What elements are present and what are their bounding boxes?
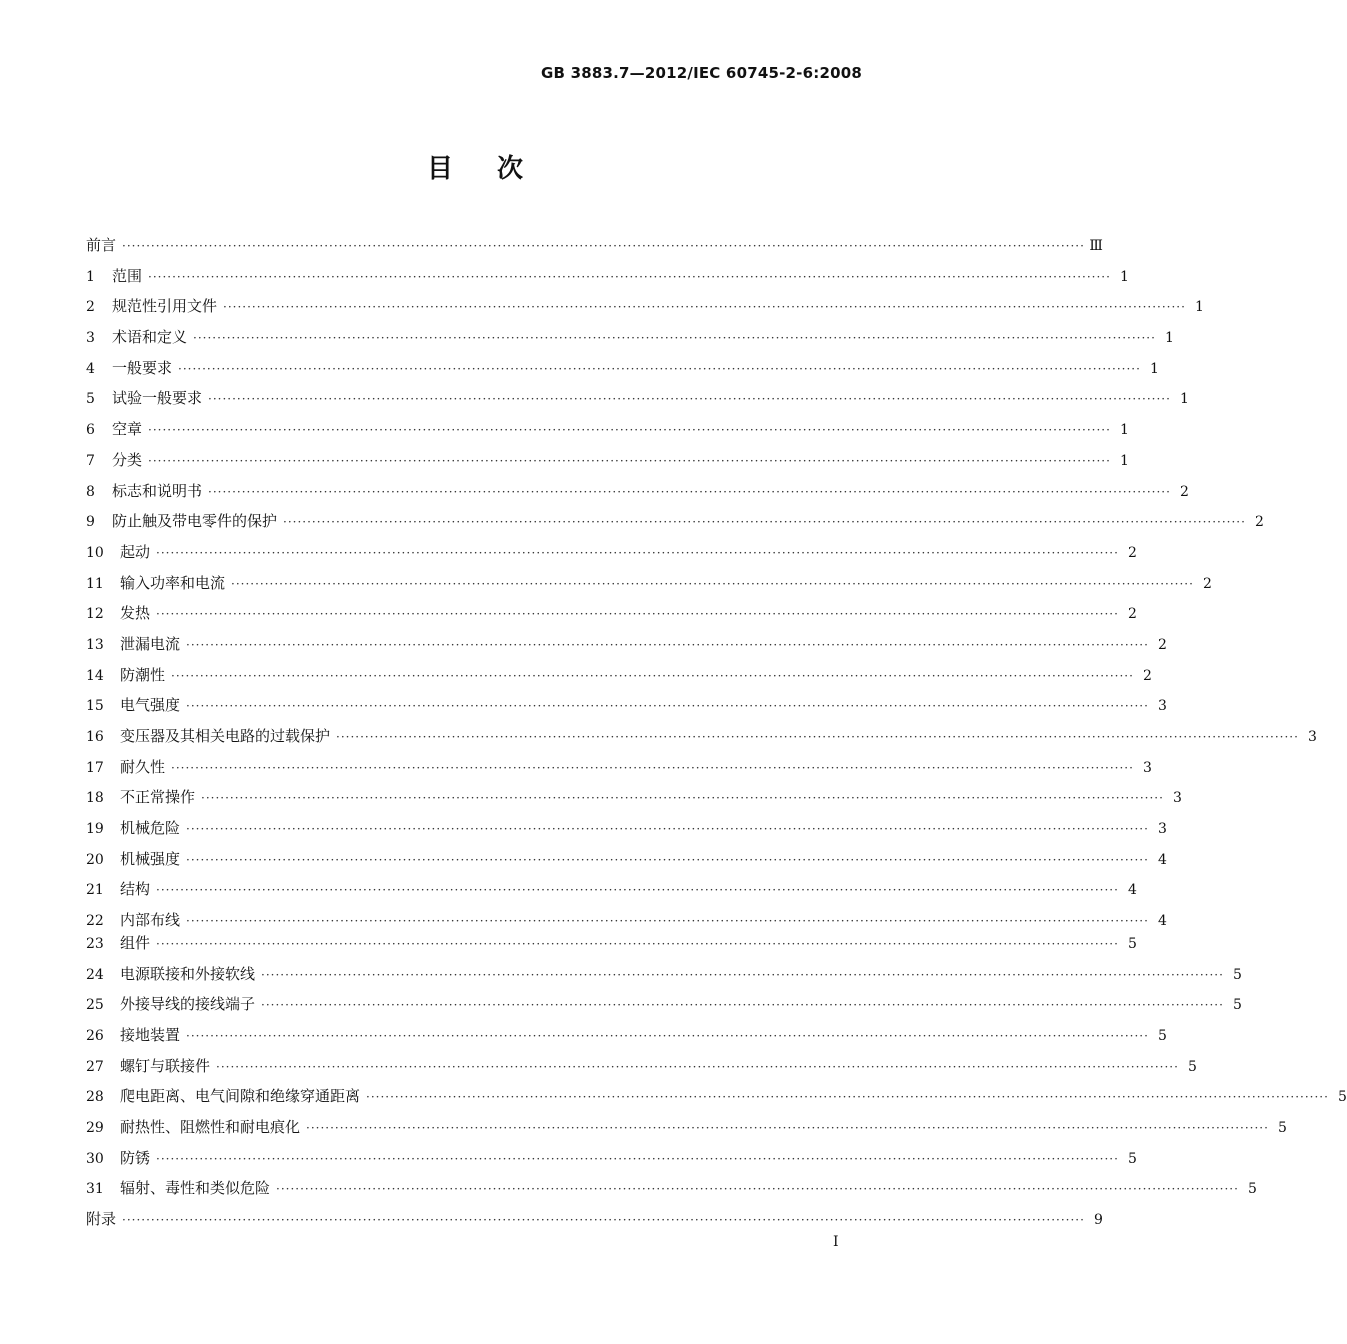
toc-entry-page: 2 — [1202, 575, 1212, 592]
toc-entry — [86, 1112, 1287, 1143]
toc-entry — [86, 1143, 1137, 1174]
toc-entry-label: 附录 — [86, 1210, 117, 1228]
dot-leader: ········································································································································································································ — [366, 1090, 1329, 1105]
dot-leader: ········································································································································································································ — [171, 668, 1134, 683]
toc-entry-label: 内部布线 — [120, 911, 181, 930]
toc-entry-label: 空章 — [112, 420, 143, 439]
toc-entry — [86, 1020, 1167, 1051]
toc-entry-page: 3 — [1157, 698, 1167, 715]
toc-entry-number: 7 — [86, 452, 95, 469]
toc-entry-page: 1 — [1119, 268, 1129, 285]
toc-entry-number: 3 — [86, 330, 95, 347]
toc-entry-number: 27 — [86, 1058, 104, 1075]
toc-entry-page: 2 — [1127, 544, 1137, 561]
toc-entry-number: 25 — [86, 997, 104, 1014]
toc-entry-number: 1 — [86, 268, 95, 285]
dot-leader: ········································································································································································································ — [306, 1120, 1269, 1135]
page-title: 目次 — [426, 154, 567, 184]
toc-entry-label: 组件 — [120, 933, 151, 952]
toc-entry-number: 28 — [86, 1089, 104, 1106]
dot-leader: ········································································································································································································ — [186, 699, 1149, 714]
toc-entry-page: 2 — [1142, 667, 1152, 684]
toc-entry — [86, 690, 1167, 721]
toc-entry-number: 10 — [86, 544, 104, 561]
toc-entry-page: 1 — [1149, 360, 1159, 377]
toc-entry-page: 3 — [1142, 759, 1152, 776]
dot-leader: ········································································································································································································ — [156, 936, 1119, 951]
toc-entry-label: 机械强度 — [120, 849, 181, 868]
toc-entry-label: 电气强度 — [120, 696, 181, 715]
dot-leader: ········································································································································································································ — [336, 730, 1299, 744]
dot-leader: ········································································································································································································ — [178, 361, 1141, 376]
dot-leader: ········································································································································································································ — [216, 1059, 1179, 1074]
dot-leader: ········································································································································································································ — [223, 300, 1186, 315]
toc-entry-label: 螺钉与联接件 — [120, 1056, 211, 1075]
toc-entry — [86, 752, 1152, 783]
toc-entry-number: 31 — [86, 1181, 104, 1198]
toc-entry-page: 5 — [1232, 997, 1242, 1014]
toc-entry-page: 5 — [1157, 1027, 1167, 1044]
dot-leader: ········································································································································································································ — [148, 453, 1111, 468]
toc-entry-page: 5 — [1127, 935, 1137, 952]
toc-entry-page: 1 — [1119, 452, 1129, 469]
toc-entry — [86, 568, 1212, 599]
toc-entry-label: 输入功率和电流 — [120, 573, 226, 592]
toc-entry-page: 5 — [1187, 1058, 1197, 1075]
toc-entry-number: 6 — [86, 422, 95, 439]
toc-entry-label: 防锈 — [120, 1148, 151, 1167]
toc-entry-label: 机械危险 — [120, 819, 181, 838]
dot-leader: ········································································································································································································ — [186, 914, 1149, 929]
dot-leader: ········································································································································································································ — [208, 484, 1171, 499]
toc-entry-label: 结构 — [120, 880, 151, 899]
toc-entry-label: 泄漏电流 — [120, 634, 181, 653]
toc-entry-label: 一般要求 — [112, 358, 173, 377]
dot-leader: ········································································································································································································ — [156, 545, 1119, 560]
toc-entry-label: 耐久性 — [120, 757, 166, 776]
dot-leader: ········································································································································································································ — [148, 269, 1111, 284]
toc-entry-page: 4 — [1157, 851, 1167, 868]
dot-leader: ········································································································································································································ — [186, 822, 1149, 837]
dot-leader: ········································································································································································································ — [156, 607, 1119, 622]
toc-entry-page: 2 — [1254, 514, 1264, 531]
toc-entry-number: 20 — [86, 851, 104, 868]
toc-entry-page: 2 — [1179, 483, 1189, 500]
toc-entry-label: 规范性引用文件 — [112, 297, 218, 316]
toc-entry-number: 16 — [86, 729, 104, 745]
dot-leader: ········································································································································································································ — [148, 423, 1111, 438]
toc-entry-page: 9 — [1093, 1212, 1103, 1228]
toc-entry-label: 前言 — [86, 236, 117, 254]
toc-entry-page: 5 — [1277, 1119, 1287, 1136]
toc-entry-label: 防止触及带电零件的保护 — [112, 512, 278, 531]
toc-entry-page: Ⅲ — [1089, 238, 1103, 254]
toc-entry — [86, 660, 1152, 691]
toc-entry-number: 22 — [86, 913, 104, 930]
toc-entry-number: 26 — [86, 1027, 104, 1044]
toc-entry — [86, 353, 1159, 384]
dot-leader: ········································································································································································································ — [201, 791, 1164, 806]
toc-entry-number: 19 — [86, 821, 104, 838]
toc-entry-page: 3 — [1157, 821, 1167, 838]
toc-entry-page: 5 — [1337, 1089, 1347, 1106]
toc-entry-number: 15 — [86, 698, 104, 715]
toc-entry-label: 变压器及其相关电路的过载保护 — [120, 727, 331, 745]
toc-entry-number: 13 — [86, 636, 104, 653]
toc-entry-number: 2 — [86, 299, 95, 316]
toc-entry — [86, 383, 1189, 414]
toc-entry-number: 17 — [86, 759, 104, 776]
toc-entry — [86, 1051, 1197, 1082]
dot-leader: ········································································································································································································ — [156, 1151, 1119, 1166]
dot-leader: ········································································································································································································ — [231, 576, 1194, 591]
dot-leader: ········································································································································································································ — [171, 760, 1134, 775]
toc-entry-number: 30 — [86, 1150, 104, 1167]
toc-entry-label: 爬电距离、电气间隙和绝缘穿通距离 — [120, 1087, 361, 1106]
toc-entry — [86, 844, 1167, 875]
toc-entry — [86, 1081, 1347, 1112]
toc-entry-number: 9 — [86, 514, 95, 531]
page-number: I — [833, 1234, 839, 1250]
toc-entry-label: 防潮性 — [120, 665, 166, 684]
toc-entry — [86, 414, 1129, 445]
toc-entry — [86, 1173, 1257, 1204]
toc-entry — [86, 537, 1137, 568]
toc-entry — [86, 782, 1182, 813]
toc-entry — [86, 928, 1137, 959]
toc-entry-number: 24 — [86, 966, 104, 983]
toc-entry-number: 12 — [86, 606, 104, 623]
toc-entry-label: 接地装置 — [120, 1025, 181, 1044]
dot-leader: ········································································································································································································ — [261, 998, 1224, 1013]
dot-leader: ········································································································································································································ — [186, 637, 1149, 652]
toc-entry-label: 耐热性、阻燃性和耐电痕化 — [120, 1117, 301, 1136]
toc-entry-label: 试验一般要求 — [112, 389, 203, 408]
toc-entry-page: 1 — [1164, 330, 1174, 347]
toc-entry-label: 起动 — [120, 542, 151, 561]
dot-leader: ········································································································································································································ — [186, 1028, 1149, 1043]
toc-entry — [86, 506, 1264, 537]
toc-entry — [86, 476, 1189, 507]
toc-entry-page: 3 — [1307, 729, 1317, 745]
toc-entry-page: 5 — [1247, 1181, 1257, 1198]
toc-entry-label: 分类 — [112, 450, 143, 469]
toc-entry-number: 14 — [86, 667, 104, 684]
dot-leader: ········································································································································································································ — [208, 392, 1171, 407]
standard-header: GB 3883.7—2012/IEC 60745-2-6:2008 — [541, 64, 862, 82]
table-of-contents — [86, 230, 1347, 1235]
toc-entry-page: 1 — [1194, 299, 1204, 316]
dot-leader: ········································································································································································································ — [283, 515, 1246, 530]
toc-entry-page: 4 — [1157, 913, 1167, 930]
toc-entry-page: 1 — [1179, 391, 1189, 408]
toc-entry — [86, 629, 1167, 660]
toc-entry — [86, 261, 1129, 292]
toc-entry — [86, 291, 1204, 322]
toc-entry-label: 术语和定义 — [112, 328, 188, 347]
toc-entry-label: 范围 — [112, 266, 143, 285]
toc-entry-number: 4 — [86, 360, 95, 377]
toc-entry — [86, 813, 1167, 844]
dot-leader: ········································································································································································································ — [122, 239, 1085, 253]
toc-entry — [86, 230, 1103, 261]
toc-entry-page: 1 — [1119, 422, 1129, 439]
toc-entry-number: 18 — [86, 790, 104, 807]
toc-entry-page: 5 — [1232, 966, 1242, 983]
toc-entry — [86, 874, 1137, 905]
toc-entry — [86, 1204, 1103, 1235]
toc-entry-label: 发热 — [120, 604, 151, 623]
toc-entry — [86, 598, 1137, 629]
dot-leader: ········································································································································································································ — [122, 1213, 1085, 1227]
toc-entry-number: 11 — [86, 575, 104, 592]
toc-entry-number: 29 — [86, 1119, 104, 1136]
toc-entry-page: 4 — [1127, 882, 1137, 899]
toc-entry-page: 5 — [1127, 1150, 1137, 1167]
toc-entry-label: 电源联接和外接软线 — [120, 964, 256, 983]
toc-entry-label: 外接导线的接线端子 — [120, 995, 256, 1014]
toc-entry-page: 3 — [1172, 790, 1182, 807]
dot-leader: ········································································································································································································ — [261, 967, 1224, 982]
dot-leader: ········································································································································································································ — [276, 1182, 1239, 1197]
dot-leader: ········································································································································································································ — [156, 883, 1119, 898]
toc-entry — [86, 322, 1174, 353]
toc-entry-page: 2 — [1127, 606, 1137, 623]
toc-entry-page: 2 — [1157, 636, 1167, 653]
dot-leader: ········································································································································································································ — [186, 852, 1149, 867]
toc-entry — [86, 721, 1317, 752]
toc-entry-label: 辐射、毒性和类似危险 — [120, 1179, 271, 1198]
toc-entry — [86, 445, 1129, 476]
toc-entry-number: 23 — [86, 935, 104, 952]
toc-entry — [86, 989, 1242, 1020]
toc-entry — [86, 959, 1242, 990]
dot-leader: ········································································································································································································ — [193, 331, 1156, 346]
toc-entry-label: 标志和说明书 — [112, 481, 203, 500]
toc-entry-number: 21 — [86, 882, 104, 899]
toc-entry-label: 不正常操作 — [120, 788, 196, 807]
toc-entry-number: 8 — [86, 483, 95, 500]
toc-entry-number: 5 — [86, 391, 95, 408]
